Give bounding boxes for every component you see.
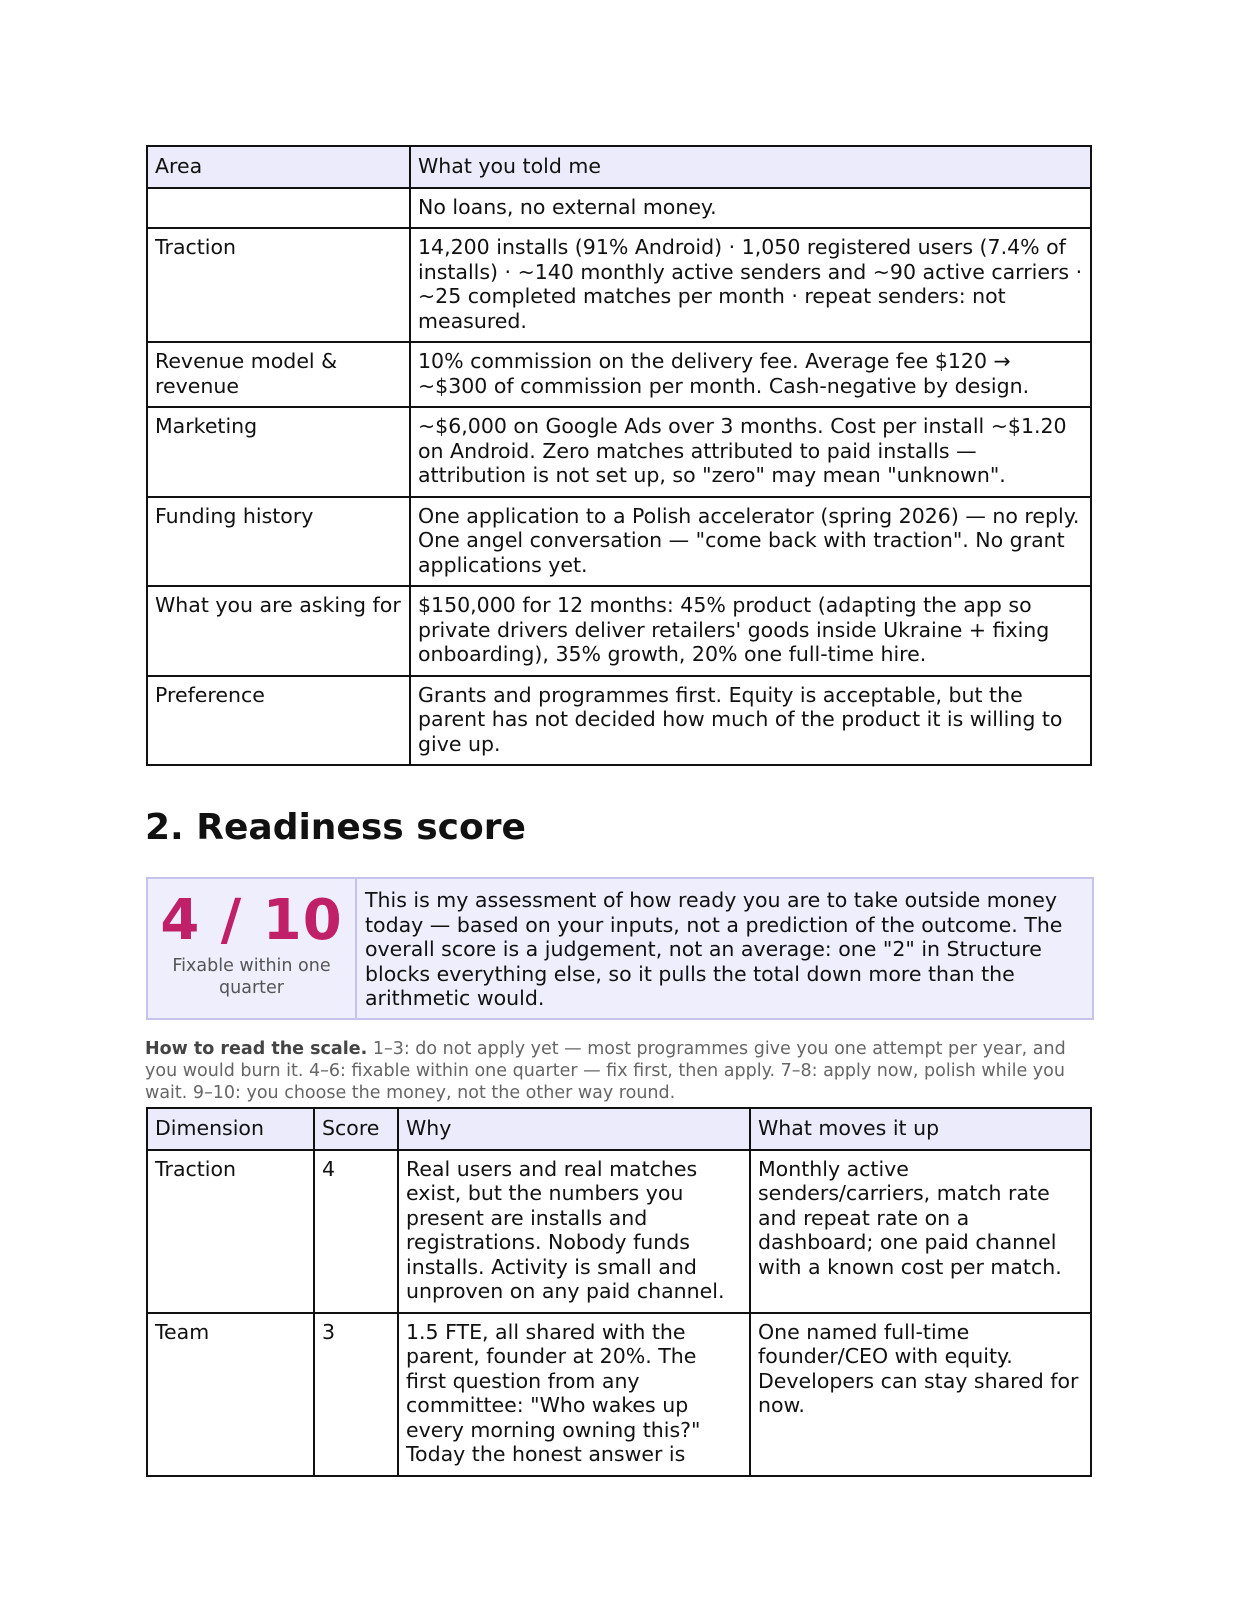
area-cell: Preference bbox=[147, 676, 410, 766]
why-cell: Real users and real matches exist, but the numbers you present are installs and registrations. Nobody funds installs. Activity is small and unproven on any paid channel. bbox=[398, 1150, 750, 1313]
dimension-table bbox=[146, 1107, 1092, 1477]
area-cell: Traction bbox=[147, 228, 410, 342]
area-cell: Revenue model & revenue bbox=[147, 342, 410, 407]
section-heading: 2. Readiness score bbox=[145, 807, 526, 848]
table-row bbox=[147, 188, 1091, 229]
column-header-score: Score bbox=[314, 1108, 398, 1150]
column-header-dimension: Dimension bbox=[147, 1108, 314, 1150]
detail-cell: Grants and programmes first. Equity is acceptable, but the parent has not decided how much of the product it is willing to give up. bbox=[410, 676, 1091, 766]
table-header-row bbox=[147, 146, 1091, 188]
table-row bbox=[147, 497, 1091, 587]
area-cell bbox=[147, 188, 410, 229]
table-row bbox=[147, 1150, 1091, 1313]
moves-up-cell: Monthly active senders/carriers, match rate and repeat rate on a dashboard; one paid channel with a known cost per match. bbox=[750, 1150, 1091, 1313]
detail-cell: 10% commission on the delivery fee. Average fee $120 → ~$300 of commission per month. Cash-negative by design. bbox=[410, 342, 1091, 407]
detail-cell: No loans, no external money. bbox=[410, 188, 1091, 229]
detail-cell: ~$6,000 on Google Ads over 3 months. Cost per install ~$1.20 on Android. Zero matches attributed to paid installs — attribution is not set up, so "zero" may mean "unknown". bbox=[410, 407, 1091, 497]
column-header-why: Why bbox=[398, 1108, 750, 1150]
column-header-what-moves-it-up: What moves it up bbox=[750, 1108, 1091, 1150]
area-cell: Marketing bbox=[147, 407, 410, 497]
column-header-area: Area bbox=[147, 146, 410, 188]
score-value: 4 / 10 bbox=[160, 887, 343, 953]
context-table bbox=[146, 145, 1092, 766]
score-summary bbox=[148, 879, 357, 1018]
table-row bbox=[147, 342, 1091, 407]
scale-note-lead: How to read the scale. bbox=[145, 1039, 368, 1059]
score-description: This is my assessment of how ready you are to take outside money today — based on your inputs, not a prediction of the outcome. The overall score is a judgement, not an average: one "2" in Structure blocks everything else, so it pulls the total down more than the arithmetic would. bbox=[365, 888, 1063, 1010]
table-row bbox=[147, 407, 1091, 497]
table-row bbox=[147, 586, 1091, 676]
readiness-score-card bbox=[146, 877, 1094, 1020]
detail-cell: 14,200 installs (91% Android) · 1,050 registered users (7.4% of installs) · ~140 monthly active senders and ~90 active carriers · ~25 completed matches per month · repeat senders: not measured. bbox=[410, 228, 1091, 342]
area-cell: Funding history bbox=[147, 497, 410, 587]
why-cell: 1.5 FTE, all shared with the parent, founder at 20%. The first question from any committee: "Who wakes up every morning owning this?" Today the honest answer is bbox=[398, 1313, 750, 1476]
scale-note-text: 1–3: do not apply yet — most programmes give you one attempt per year, and you would burn it. 4–6: fixable within one quarter — fix first, then apply. 7–8: apply now, polish while you wait. 9–10: you choose the money, not the other way round. bbox=[145, 1039, 1066, 1103]
table-header-row bbox=[147, 1108, 1091, 1150]
table-row bbox=[147, 676, 1091, 766]
score-label: Fixable within one quarter bbox=[172, 955, 331, 998]
table-row bbox=[147, 1313, 1091, 1476]
column-header-what-you-told-me: What you told me bbox=[410, 146, 1091, 188]
detail-cell: One application to a Polish accelerator (spring 2026) — no reply. One angel conversation — "come back with traction". No grant applications yet. bbox=[410, 497, 1091, 587]
moves-up-cell: One named full-time founder/CEO with equity. Developers can stay shared for now. bbox=[750, 1313, 1091, 1476]
detail-cell: $150,000 for 12 months: 45% product (adapting the app so private drivers deliver retailers' goods inside Ukraine + fixing onboarding), 35% growth, 20% one full-time hire. bbox=[410, 586, 1091, 676]
scale-note bbox=[145, 1038, 1095, 1104]
area-cell: What you are asking for bbox=[147, 586, 410, 676]
score-cell: 3 bbox=[314, 1313, 398, 1476]
table-row bbox=[147, 228, 1091, 342]
dimension-cell: Traction bbox=[147, 1150, 314, 1313]
dimension-cell: Team bbox=[147, 1313, 314, 1476]
score-cell: 4 bbox=[314, 1150, 398, 1313]
